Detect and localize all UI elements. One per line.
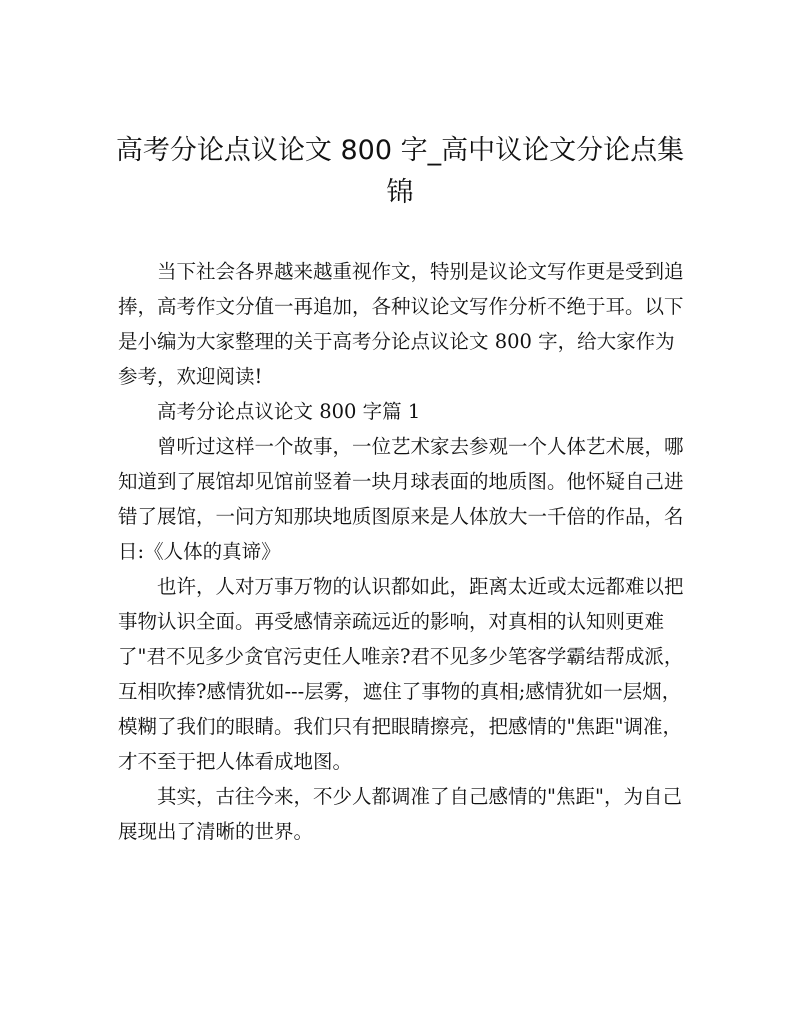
document-title: 高考分论点议论文 800 字_高中议论文分论点集锦 — [115, 135, 685, 208]
intro-paragraph: 当下社会各界越来越重视作文，特别是议论文写作更是受到追捧，高考作文分值一再追加，各种议论文写作分析不绝于耳。以下是小编为大家整理的关于高考分论点议论文 800 字，给大家作为参考，欢迎阅读! — [118, 260, 684, 388]
argument-paragraph: 也许，人对万事万物的认识都如此，距离太近或太远都难以把事物认识全面。再受感情亲疏远近的影响，对真相的认知则更难了"君不见多少贪官污吏任人唯亲?君不见多少笔客学霸结帮成派，互相吹捧?感情犹如---层雾，遮住了事物的真相;感情犹如一层烟，模糊了我们的眼睛。我们只有把眼睛擦亮，把感情的"焦距"调准，才不至于把人体看成地图。 — [118, 575, 684, 773]
story-paragraph: 曾听过这样一个故事，一位艺术家去参观一个人体艺术展，哪知道到了展馆却见馆前竖着一块月球表面的地质图。他怀疑自己进错了展馆，一问方知那块地质图原来是人体放大一千倍的作品，名日:《人体的真谛》 — [118, 435, 684, 563]
document-body — [118, 254, 686, 849]
section-heading: 高考分论点议论文 800 字篇 1 — [157, 400, 421, 423]
conclusion-paragraph: 其实，古往今来，不少人都调准了自己感情的"焦距"，为自己展现出了清晰的世界。 — [118, 785, 682, 843]
